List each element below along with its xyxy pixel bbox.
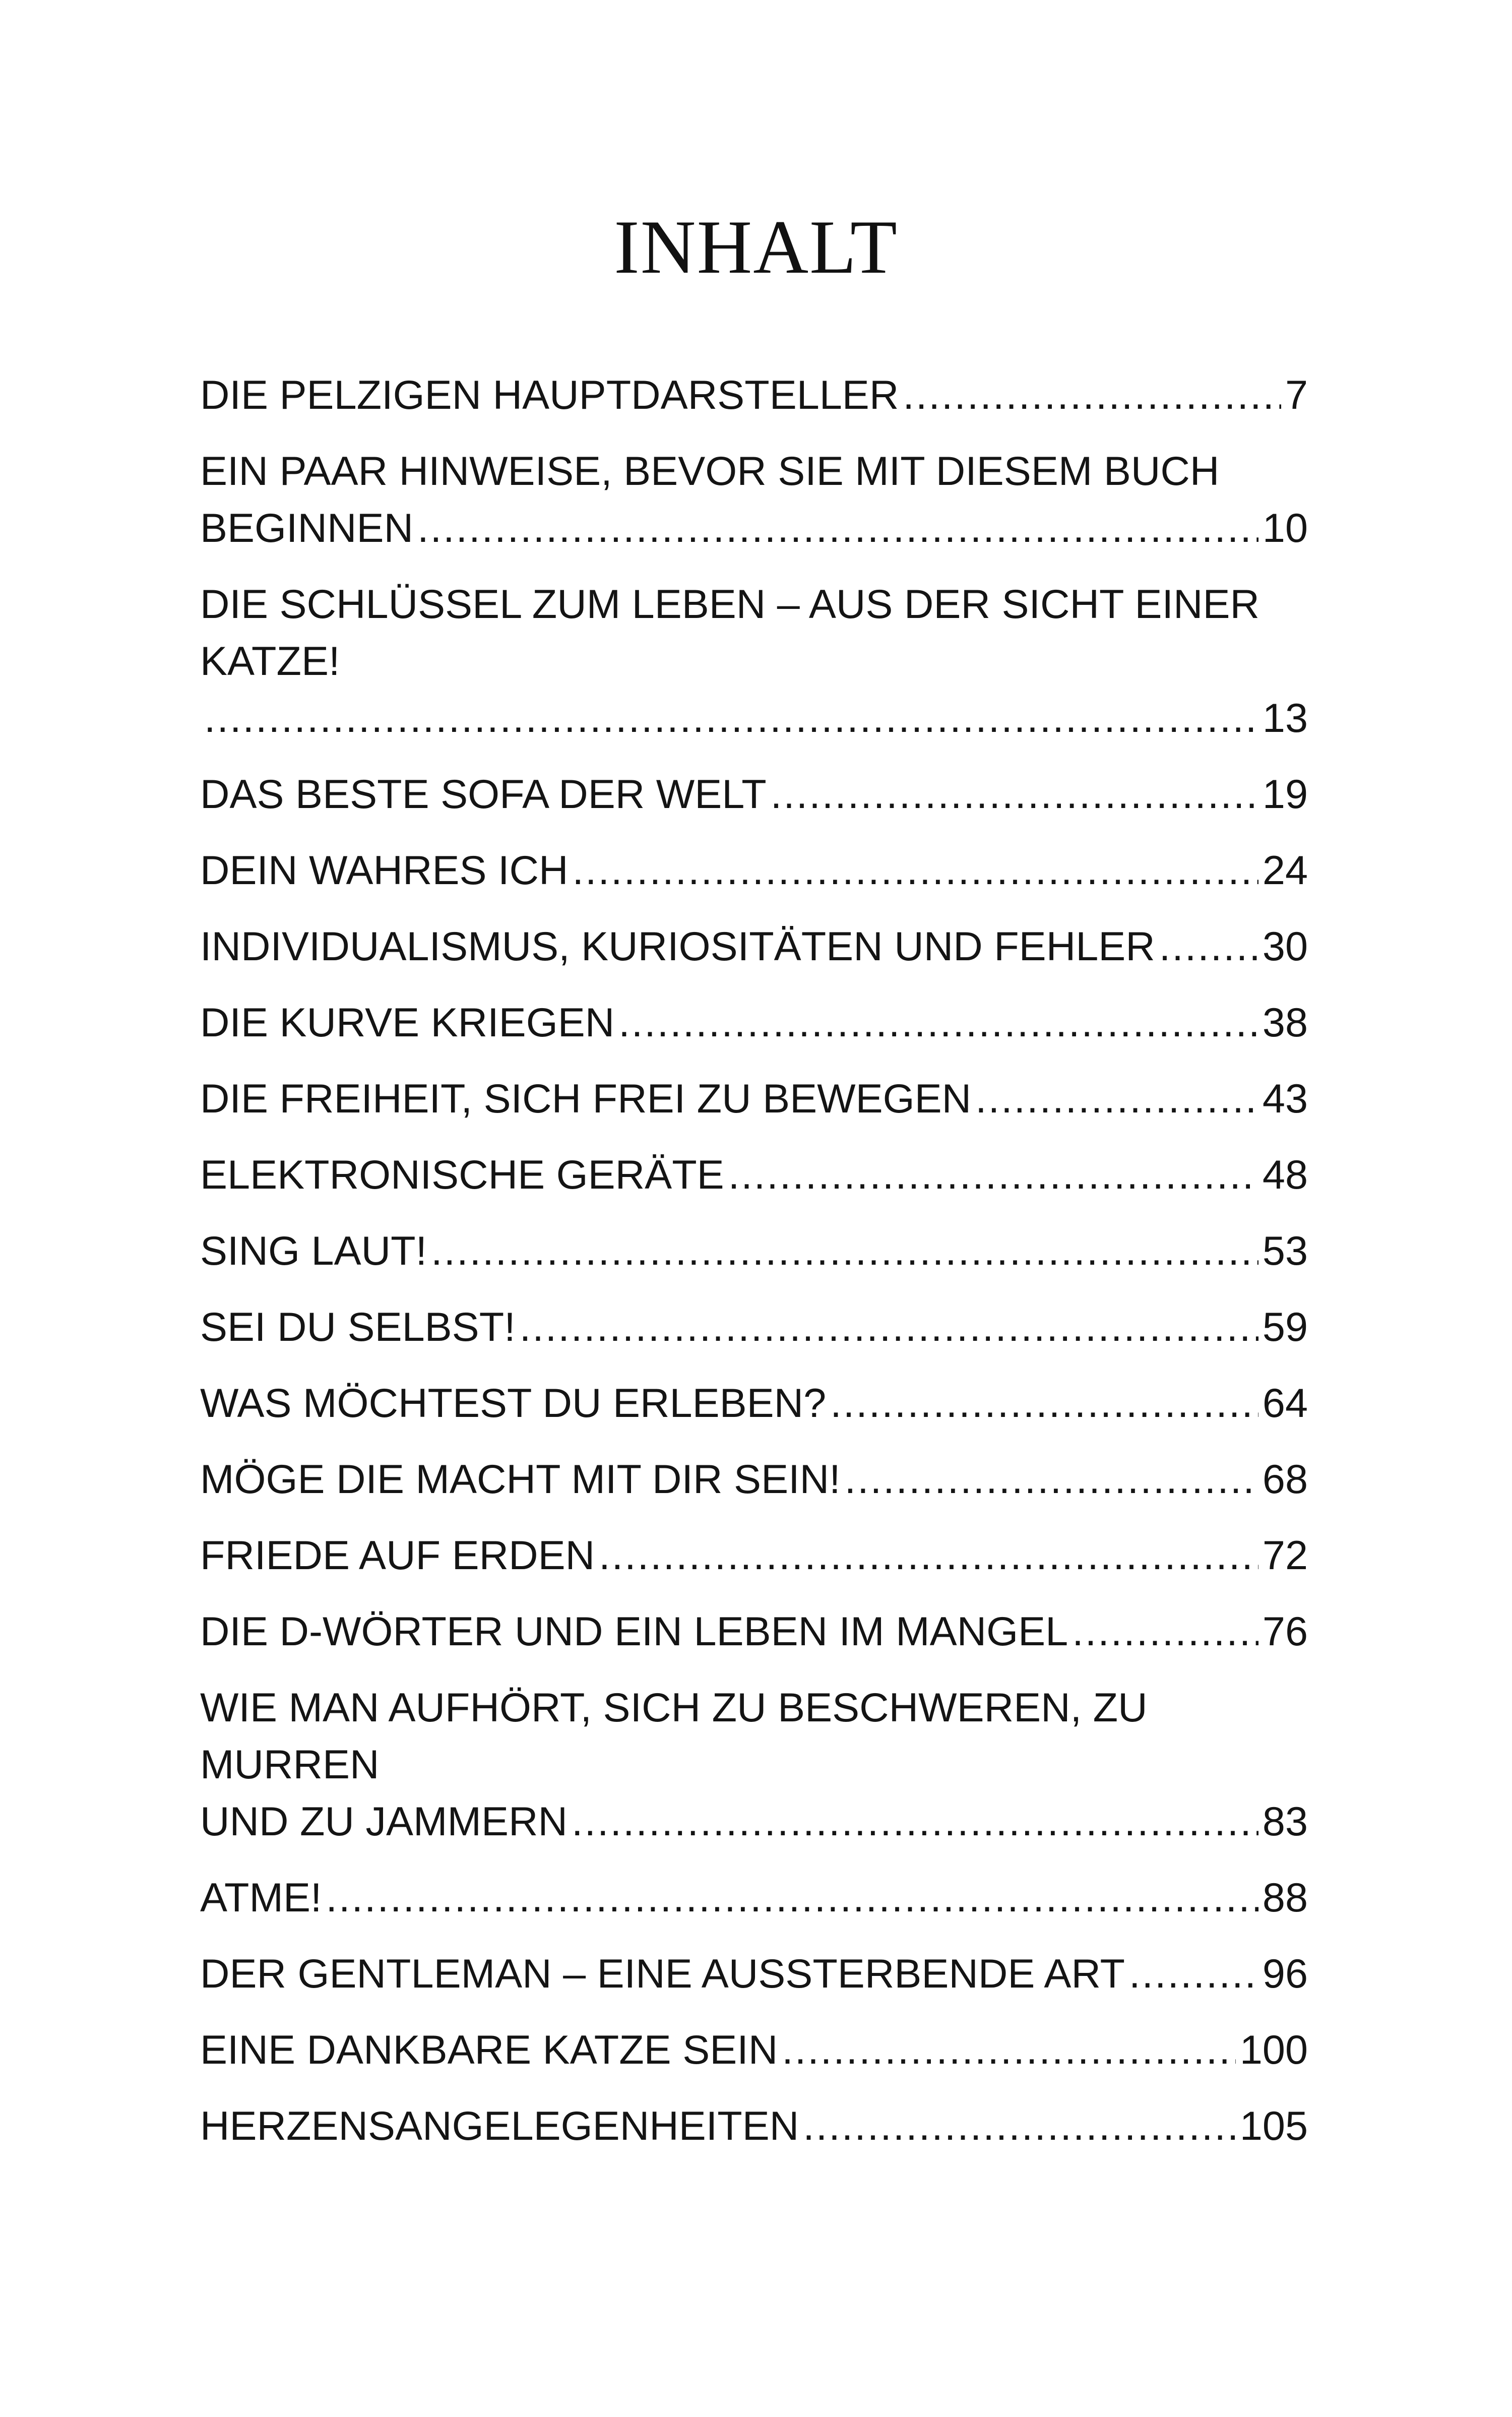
toc-entry[interactable]	[200, 995, 1308, 1051]
toc-entry[interactable]	[200, 918, 1308, 975]
dot-leader	[618, 995, 1258, 1051]
toc-entry-line	[200, 1223, 1308, 1280]
toc-page-number: 76	[1262, 1609, 1308, 1654]
toc-entry-title-line: EIN PAAR HINWEISE, BEVOR SIE MIT DIESEM BUCH	[200, 449, 1220, 494]
toc-entry[interactable]	[200, 1603, 1308, 1660]
toc-entry-line	[200, 842, 1308, 899]
toc-entry[interactable]	[200, 842, 1308, 899]
toc-page-number: 88	[1262, 1875, 1308, 1920]
toc-entry[interactable]	[200, 2022, 1308, 2079]
toc-entry-title: ATME!	[200, 1875, 322, 1920]
toc-entry-title: INDIVIDUALISMUS, KURIOSITÄTEN UND FEHLER	[200, 924, 1155, 969]
toc-entry-title: HERZENSANGELEGENHEITEN	[200, 2103, 799, 2149]
toc-entry-line	[200, 690, 1308, 747]
toc-entry-title: DEIN WAHRES ICH	[200, 848, 569, 893]
toc-entry[interactable]	[200, 1299, 1308, 1356]
dot-leader	[1159, 918, 1258, 975]
dot-leader	[803, 2098, 1236, 2155]
toc-page-number: 48	[1262, 1152, 1308, 1198]
toc-entry[interactable]	[200, 367, 1308, 424]
toc-entry-line	[200, 995, 1308, 1051]
toc-page-number: 83	[1262, 1799, 1308, 1844]
toc-page-number: 96	[1262, 1951, 1308, 1997]
toc-entry[interactable]	[200, 1870, 1308, 1927]
dot-leader	[520, 1299, 1258, 1356]
dot-leader	[845, 1451, 1258, 1508]
toc-entry-line	[200, 1603, 1308, 1660]
toc-page-number: 68	[1262, 1457, 1308, 1502]
toc-entry-line	[200, 367, 1308, 424]
dot-leader	[771, 766, 1258, 823]
toc-entry-line	[200, 2098, 1308, 2155]
toc-entry-line	[200, 1147, 1308, 1204]
toc-entry-title: UND ZU JAMMERN	[200, 1799, 568, 1844]
toc-entry-title: DIE D-WÖRTER UND EIN LEBEN IM MANGEL	[200, 1609, 1068, 1654]
dot-leader	[1072, 1603, 1258, 1660]
toc-entry[interactable]	[200, 1071, 1308, 1128]
toc-entry-title: DAS BESTE SOFA DER WELT	[200, 772, 767, 817]
toc-entry-title: ELEKTRONISCHE GERÄTE	[200, 1152, 724, 1198]
toc-page-number: 38	[1262, 1000, 1308, 1045]
dot-leader	[431, 1223, 1258, 1280]
toc-entry[interactable]	[200, 766, 1308, 823]
toc-page-number: 72	[1262, 1533, 1308, 1578]
dot-leader	[573, 842, 1258, 899]
dot-leader	[1129, 1946, 1258, 2003]
toc-entry[interactable]	[200, 1147, 1308, 1204]
toc-entry-line	[200, 1946, 1308, 2003]
toc-entry-line	[200, 1793, 1308, 1850]
toc-entry-title: DER GENTLEMAN – EINE AUSSTERBENDE ART	[200, 1951, 1125, 1997]
toc-entry-line	[200, 2022, 1308, 2079]
toc-page-number: 10	[1262, 506, 1308, 551]
toc-entry[interactable]	[200, 1527, 1308, 1584]
toc-entry-line	[200, 1527, 1308, 1584]
toc-entry-line	[200, 1299, 1308, 1356]
toc-entry-title: SING LAUT!	[200, 1228, 427, 1274]
toc-entry-title: SEI DU SELBST!	[200, 1305, 516, 1350]
toc-page-number: 30	[1262, 924, 1308, 969]
toc-entry[interactable]	[200, 1680, 1308, 1850]
toc-entry-title: MÖGE DIE MACHT MIT DIR SEIN!	[200, 1457, 841, 1502]
toc-entry[interactable]	[200, 1451, 1308, 1508]
dot-leader	[728, 1147, 1258, 1204]
toc-entry-title-line: DIE SCHLÜSSEL ZUM LEBEN – AUS DER SICHT EINER KATZE!	[200, 582, 1260, 684]
toc-entry-title: EINE DANKBARE KATZE SEIN	[200, 2027, 778, 2073]
toc-entry[interactable]	[200, 1946, 1308, 2003]
dot-leader	[782, 2022, 1236, 2079]
toc-entry[interactable]	[200, 443, 1308, 557]
toc-entry[interactable]	[200, 2098, 1308, 2155]
toc-page-number: 100	[1239, 2027, 1308, 2073]
dot-leader	[903, 367, 1281, 424]
toc-entry-line	[200, 766, 1308, 823]
toc-entry[interactable]	[200, 576, 1308, 747]
dot-leader	[599, 1527, 1258, 1584]
dot-leader	[572, 1793, 1258, 1850]
toc-entry-title: DIE FREIHEIT, SICH FREI ZU BEWEGEN	[200, 1076, 972, 1122]
toc-page-number: 24	[1262, 848, 1308, 893]
toc-entry-title: BEGINNEN	[200, 506, 414, 551]
dot-leader	[975, 1071, 1258, 1128]
toc-page-number: 59	[1262, 1305, 1308, 1350]
toc-entry-title-line: WIE MAN AUFHÖRT, SICH ZU BESCHWEREN, ZU MURREN	[200, 1685, 1148, 1787]
toc-page-number: 64	[1262, 1381, 1308, 1426]
toc-entry-title: FRIEDE AUF ERDEN	[200, 1533, 595, 1578]
toc-entry-title: DIE PELZIGEN HAUPTDARSTELLER	[200, 373, 899, 418]
toc-entry-line	[200, 1375, 1308, 1432]
toc-page-number: 13	[1262, 696, 1308, 741]
page-title: INHALT	[614, 205, 898, 289]
toc-entry-line	[200, 500, 1308, 557]
toc-page-number: 105	[1239, 2103, 1308, 2149]
dot-leader	[830, 1375, 1258, 1432]
toc-page-number: 19	[1262, 772, 1308, 817]
toc-entry-line	[200, 1451, 1308, 1508]
toc-page-number: 7	[1285, 373, 1308, 418]
toc-entry-title: DIE KURVE KRIEGEN	[200, 1000, 615, 1045]
dot-leader	[417, 500, 1258, 557]
toc-entry[interactable]	[200, 1223, 1308, 1280]
dot-leader	[204, 690, 1258, 747]
toc-entry-line	[200, 918, 1308, 975]
toc-page-number: 43	[1262, 1076, 1308, 1122]
table-of-contents	[200, 367, 1308, 2174]
dot-leader	[326, 1870, 1258, 1927]
toc-entry-line	[200, 1071, 1308, 1128]
toc-page-number: 53	[1262, 1228, 1308, 1274]
toc-entry-title: WAS MÖCHTEST DU ERLEBEN?	[200, 1381, 827, 1426]
toc-entry[interactable]	[200, 1375, 1308, 1432]
toc-entry-line	[200, 1870, 1308, 1927]
